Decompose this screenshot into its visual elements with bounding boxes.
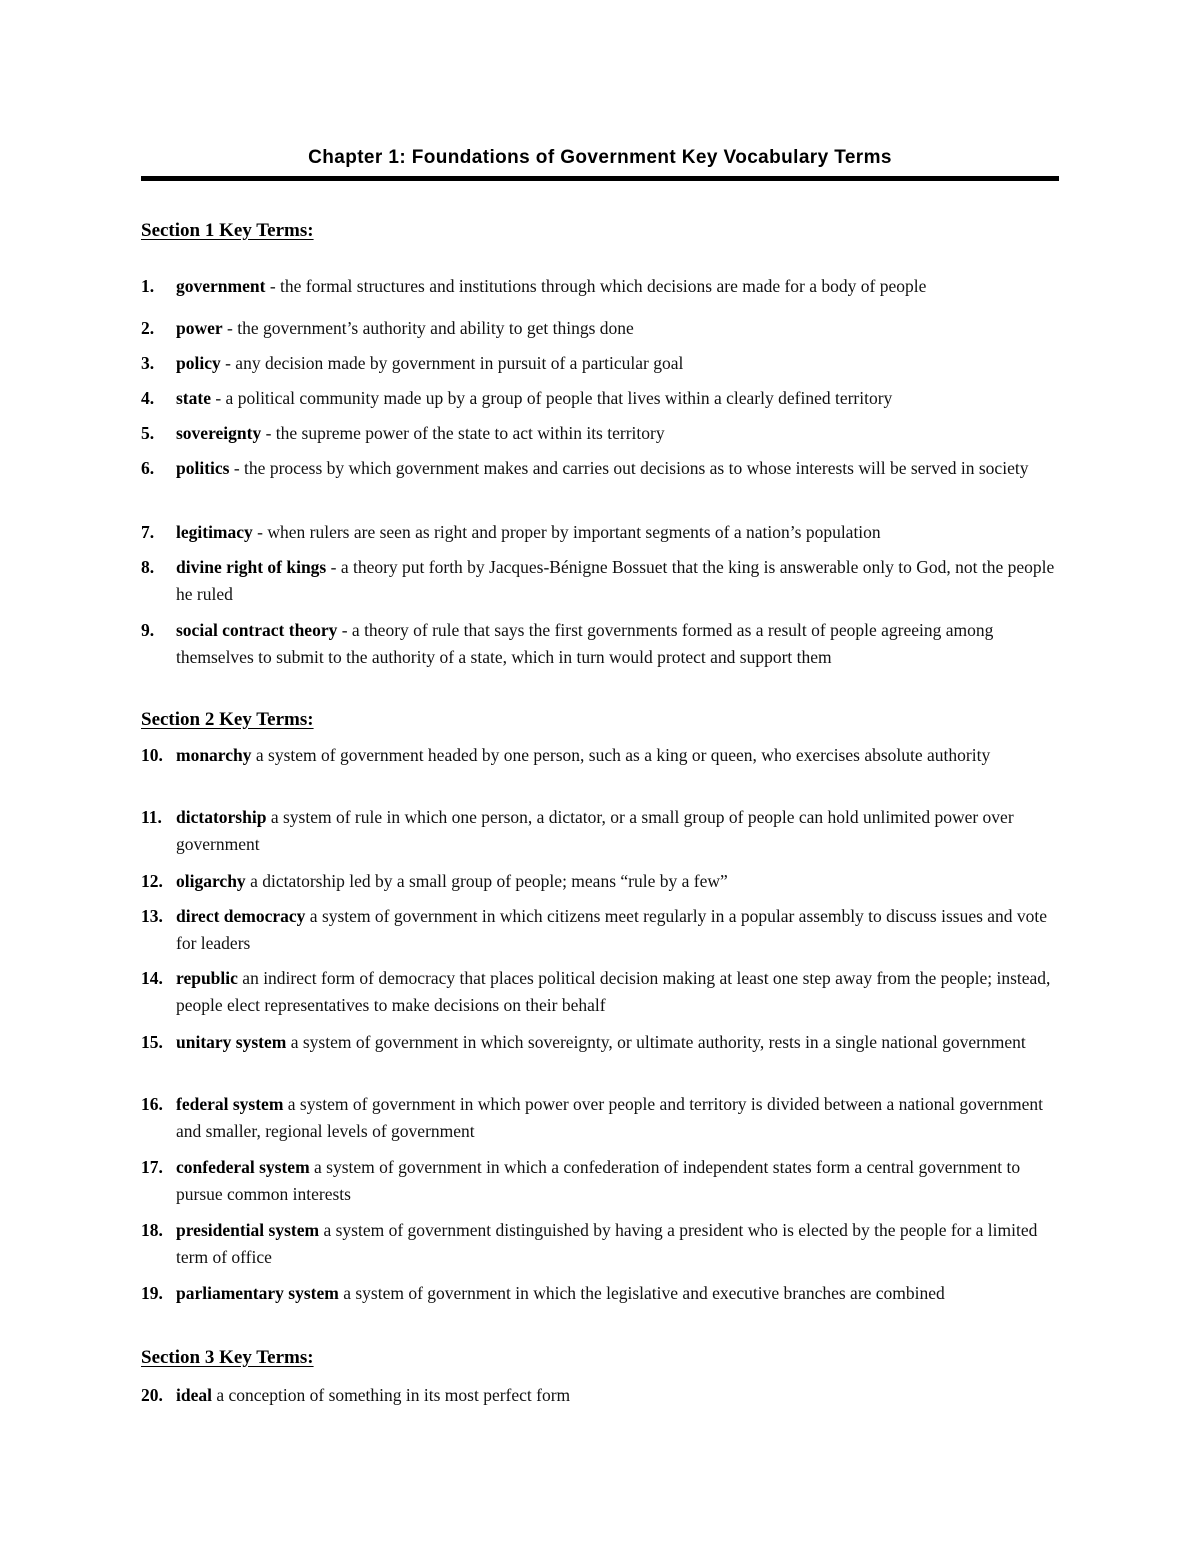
- term-definition: - the process by which government makes and carries out decisions as to whose interests will be served in society: [229, 458, 1029, 478]
- term-word: dictatorship: [176, 807, 267, 827]
- term-word: politics: [176, 458, 230, 478]
- term-item: [141, 1029, 1059, 1056]
- term-definition: a system of government in which power over people and territory is divided between a national government and smaller, regional levels of government: [176, 1094, 1043, 1141]
- term-number: 5.: [141, 423, 155, 443]
- term-item: [141, 350, 1059, 377]
- term-definition: - the supreme power of the state to act within its territory: [261, 423, 665, 443]
- term-number: 18.: [141, 1220, 163, 1240]
- term-number: 4.: [141, 388, 155, 408]
- term-item: [141, 965, 1059, 1019]
- term-number: 1.: [141, 276, 155, 296]
- term-item: [141, 1280, 1059, 1307]
- term-word: direct democracy: [176, 906, 306, 926]
- term-definition: - the formal structures and institutions through which decisions are made for a body of people: [265, 276, 927, 296]
- term-definition: a conception of something in its most perfect form: [211, 1385, 571, 1405]
- term-word: state: [176, 388, 211, 408]
- term-item: [141, 1091, 1059, 1145]
- term-word: monarchy: [176, 745, 252, 765]
- term-definition: an indirect form of democracy that places political decision making at least one step away from the people; instead, people elect representatives to make decisions on their behalf: [176, 968, 1051, 1015]
- term-word: confederal system: [176, 1157, 310, 1177]
- term-number: 20.: [141, 1385, 163, 1405]
- term-number: 16.: [141, 1094, 163, 1114]
- term-item: [141, 315, 1059, 342]
- term-number: 8.: [141, 557, 155, 577]
- term-number: 12.: [141, 871, 163, 891]
- term-definition: - a political community made up by a group of people that lives within a clearly defined territory: [210, 388, 893, 408]
- term-item: [141, 868, 1059, 895]
- term-number: 7.: [141, 522, 155, 542]
- term-number: 17.: [141, 1157, 163, 1177]
- term-word: presidential system: [176, 1220, 320, 1240]
- term-definition: a system of government in which citizens meet regularly in a popular assembly to discuss issues and vote for leaders: [176, 906, 1048, 953]
- term-definition: a system of government in which sovereignty, or ultimate authority, rests in a single national government: [286, 1032, 1026, 1052]
- term-item: [141, 519, 1059, 546]
- term-definition: - a theory put forth by Jacques-Bénigne Bossuet that the king is answerable only to God, not the people he ruled: [176, 557, 1055, 604]
- term-item: [141, 554, 1059, 608]
- document-title: Chapter 1: Foundations of Government Key Vocabulary Terms: [308, 147, 892, 168]
- term-item: [141, 617, 1059, 671]
- term-definition: a system of government in which the legislative and executive branches are combined: [338, 1283, 945, 1303]
- term-word: ideal: [176, 1385, 212, 1405]
- term-number: 15.: [141, 1032, 163, 1052]
- term-item: [141, 804, 1059, 858]
- term-item: [141, 273, 1059, 300]
- term-word: oligarchy: [176, 871, 246, 891]
- section-heading: Section 1 Key Terms:: [141, 220, 314, 241]
- term-number: 2.: [141, 318, 155, 338]
- term-number: 10.: [141, 745, 163, 765]
- term-definition: a system of rule in which one person, a dictator, or a small group of people can hold unlimited power over government: [176, 807, 1014, 854]
- term-definition: - the government’s authority and ability to get things done: [222, 318, 634, 338]
- term-word: government: [176, 276, 266, 296]
- term-item: [141, 1382, 1059, 1409]
- term-item: [141, 742, 1059, 769]
- title-rule: [141, 176, 1059, 181]
- term-item: [141, 1154, 1059, 1208]
- term-definition: a system of government distinguished by having a president who is elected by the people for a limited term of office: [176, 1220, 1038, 1267]
- term-item: [141, 420, 1059, 447]
- term-definition: - a theory of rule that says the first governments formed as a result of people agreeing among themselves to submit to the authority of a state, which in turn would protect and support them: [176, 620, 994, 667]
- term-number: 9.: [141, 620, 155, 640]
- term-number: 19.: [141, 1283, 163, 1303]
- term-item: [141, 903, 1059, 957]
- term-definition: a dictatorship led by a small group of people; means “rule by a few”: [245, 871, 728, 891]
- section-heading: Section 3 Key Terms:: [141, 1347, 314, 1368]
- term-word: divine right of kings: [176, 557, 327, 577]
- term-number: 14.: [141, 968, 163, 988]
- term-number: 3.: [141, 353, 155, 373]
- term-number: 11.: [141, 807, 162, 827]
- term-number: 6.: [141, 458, 155, 478]
- term-word: power: [176, 318, 223, 338]
- term-item: [141, 455, 1059, 482]
- term-word: policy: [176, 353, 221, 373]
- term-word: federal system: [176, 1094, 284, 1114]
- term-word: parliamentary system: [176, 1283, 339, 1303]
- term-word: legitimacy: [176, 522, 253, 542]
- term-definition: a system of government in which a confederation of independent states form a central government to pursue common interests: [176, 1157, 1021, 1204]
- term-definition: - any decision made by government in pursuit of a particular goal: [220, 353, 684, 373]
- term-number: 13.: [141, 906, 163, 926]
- term-definition: - when rulers are seen as right and proper by important segments of a nation’s population: [252, 522, 881, 542]
- term-word: sovereignty: [176, 423, 262, 443]
- term-definition: a system of government headed by one person, such as a king or queen, who exercises absolute authority: [251, 745, 991, 765]
- term-word: unitary system: [176, 1032, 287, 1052]
- term-word: republic: [176, 968, 238, 988]
- term-word: social contract theory: [176, 620, 338, 640]
- term-item: [141, 1217, 1059, 1271]
- section-heading: Section 2 Key Terms:: [141, 709, 314, 730]
- term-item: [141, 385, 1059, 412]
